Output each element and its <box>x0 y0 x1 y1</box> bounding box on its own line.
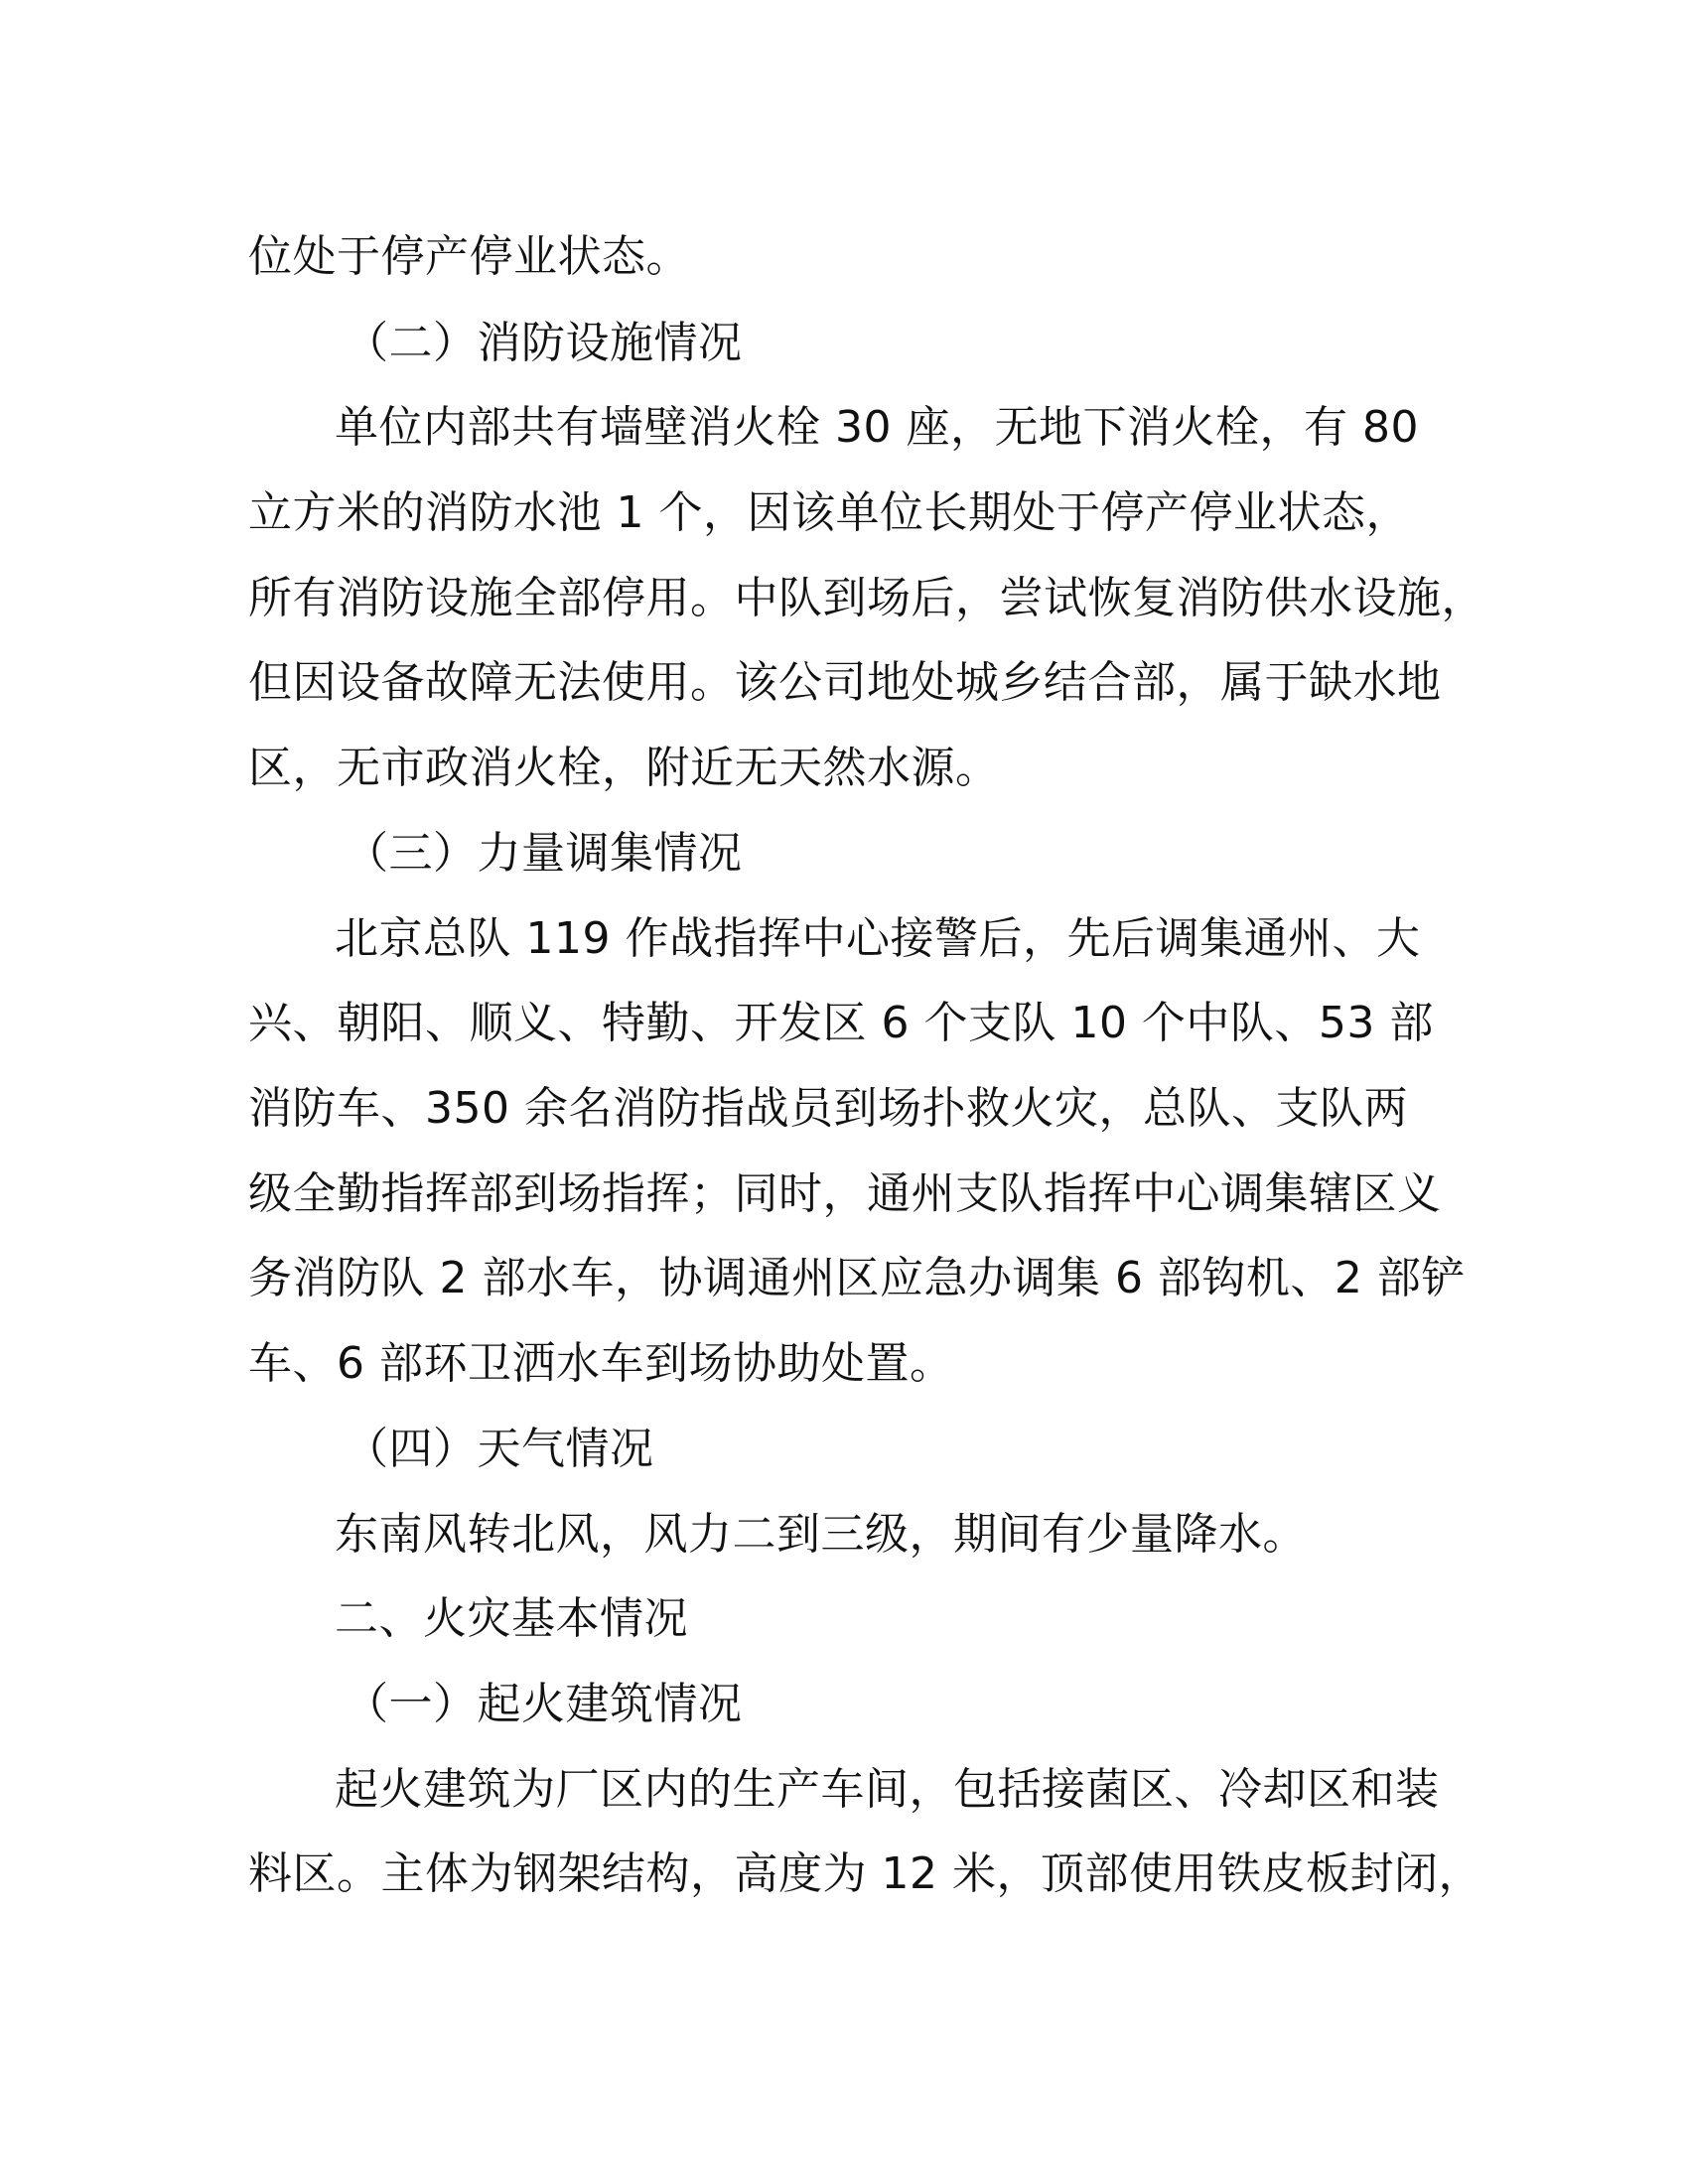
section-heading: （三）力量调集情况 <box>345 828 743 879</box>
paragraph-first-line: 单位内部共有墙壁消火栓 30 座，无地下消火栓，有 80 <box>335 402 1419 453</box>
body-text-line: 区，无市政消火栓，附近无天然水源。 <box>248 743 1000 793</box>
body-text-line: 但因设备故障无法使用。该公司地处城乡结合部，属于缺水地 <box>248 657 1442 708</box>
body-text-line: 消防车、350 余名消防指战员到场扑救火灾，总队、支队两 <box>248 1083 1408 1134</box>
section-heading: （一）起火建筑情况 <box>345 1679 743 1729</box>
body-text-line: 位处于停产停业状态。 <box>248 231 690 282</box>
section-heading: （四）天气情况 <box>345 1424 654 1474</box>
body-text-line: 级全勤指挥部到场指挥；同时，通州支队指挥中心调集辖区义 <box>248 1168 1442 1219</box>
chapter-heading: 二、火灾基本情况 <box>335 1593 688 1644</box>
body-text-line: 车、6 部环卫洒水车到场协助处置。 <box>248 1338 954 1389</box>
body-text-line: 务消防队 2 部水车，协调通州区应急办调集 6 部钩机、2 部铲 <box>248 1253 1466 1303</box>
body-text-line: 料区。主体为钢架结构，高度为 12 米，顶部使用铁皮板封闭， <box>248 1848 1482 1899</box>
section-heading: （二）消防设施情况 <box>345 318 743 368</box>
paragraph-first-line: 东南风转北风，风力二到三级，期间有少量降水。 <box>335 1509 1307 1560</box>
body-text-line: 所有消防设施全部停用。中队到场后，尝试恢复消防供水设施， <box>248 573 1485 623</box>
paragraph-first-line: 北京总队 119 作战指挥中心接警后，先后调集通州、大 <box>335 913 1421 964</box>
body-text-line: 立方米的消防水池 1 个，因该单位长期处于停产停业状态， <box>248 487 1410 538</box>
body-text-line: 兴、朝阳、顺义、特勤、开发区 6 个支队 10 个中队、53 部 <box>248 998 1434 1048</box>
paragraph-first-line: 起火建筑为厂区内的生产车间，包括接菌区、冷却区和装 <box>335 1764 1440 1815</box>
